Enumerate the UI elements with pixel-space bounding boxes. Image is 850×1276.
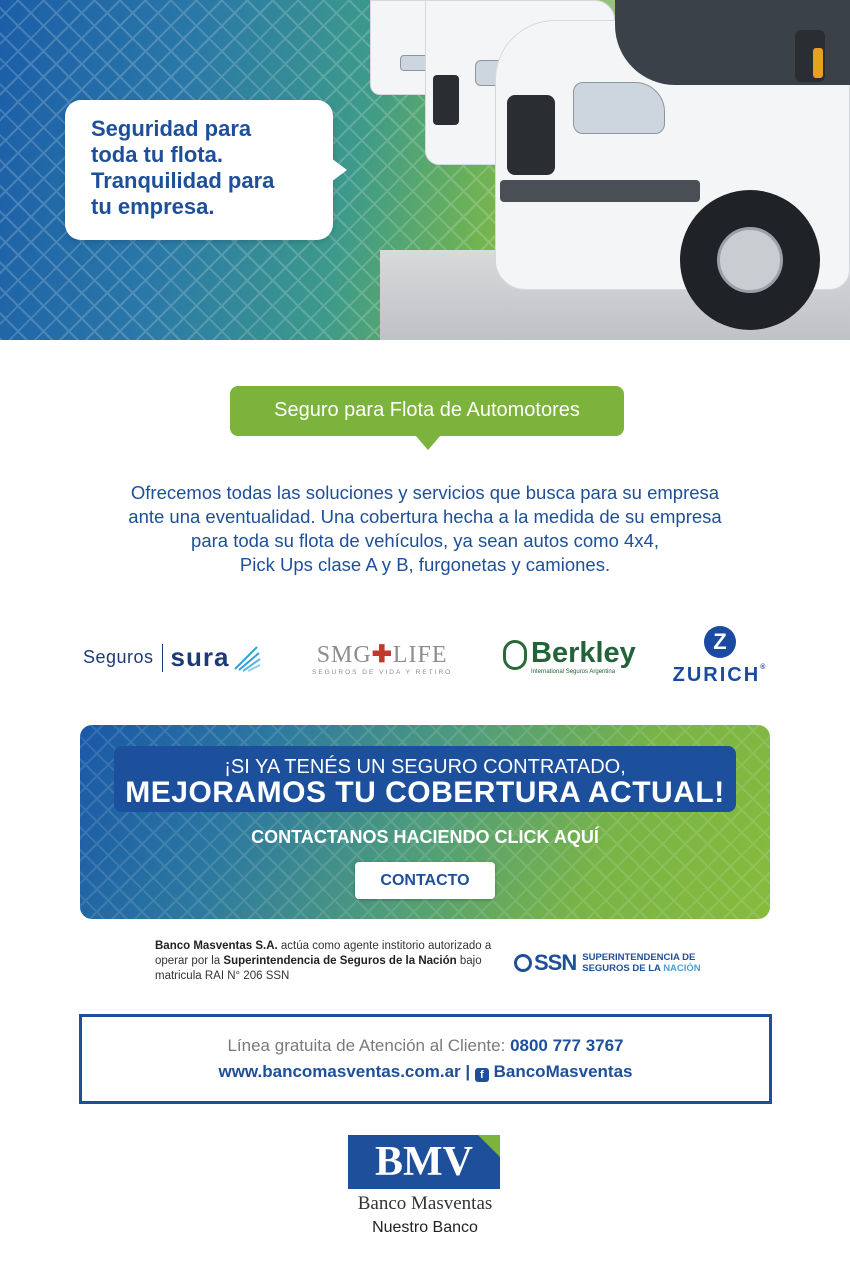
bmv-tagline: Nuestro Banco xyxy=(372,1219,478,1236)
hotline-phone[interactable]: 0800 777 3767 xyxy=(510,1036,624,1055)
zurich-registered: ® xyxy=(760,664,768,671)
hero-headline-line-2: toda tu flota. xyxy=(91,142,223,167)
legal-text-1: actúa como agente institorio autorizado a operar por la xyxy=(155,940,492,967)
legal-text-2: bajo matricula RAI N° 206 SSN xyxy=(155,955,482,982)
insurer-logos xyxy=(0,620,850,700)
facebook-icon: f xyxy=(475,1068,489,1082)
contact-box xyxy=(79,1014,772,1104)
ssn-line-1: SUPERINTENDENCIA DE xyxy=(582,952,696,963)
zurich-name: ZURICH xyxy=(672,664,761,686)
legal-notice xyxy=(155,939,500,984)
product-tag: Seguro para Flota de Automotores xyxy=(230,386,624,436)
sura-prefix: Seguros xyxy=(83,647,154,667)
sura-wing-icon xyxy=(231,643,261,673)
smg-name-left: SMG xyxy=(316,642,372,668)
legal-agency: Superintendencia de Seguros de la Nación xyxy=(223,955,457,967)
contact-button[interactable]: CONTACTO xyxy=(355,862,495,899)
zurich-logo xyxy=(672,626,768,687)
promo-line-2: MEJORAMOS TU COBERTURA ACTUAL! xyxy=(125,776,725,809)
website-link[interactable]: www.bancomasventas.com.ar xyxy=(218,1062,461,1081)
product-description xyxy=(60,481,790,577)
hero-headline-line-4: tu empresa. xyxy=(91,194,215,219)
bmv-brand xyxy=(348,1135,502,1237)
legal-company: Banco Masventas S.A. xyxy=(155,940,278,952)
sura-logo xyxy=(83,642,261,673)
hero-banner xyxy=(0,0,850,340)
berkley-subtitle: International Seguros Argentina xyxy=(531,669,616,675)
contact-separator: | xyxy=(460,1062,475,1081)
bmv-corner-icon xyxy=(478,1135,500,1157)
ssn-line-2a: SEGUROS DE LA xyxy=(582,963,664,974)
zurich-mark-icon: Z xyxy=(704,626,736,658)
smg-cross-icon: ✚ xyxy=(371,642,393,668)
promo-cta-text[interactable]: CONTACTANOS HACIENDO CLICK AQUÍ xyxy=(251,827,599,847)
promo-line-1: ¡SI YA TENÉS UN SEGURO CONTRATADO, xyxy=(224,756,626,778)
berkley-name: Berkley xyxy=(531,637,636,669)
bmv-logo xyxy=(348,1135,500,1189)
sura-separator xyxy=(162,644,163,672)
smg-name-right: LIFE xyxy=(392,642,448,668)
description-line-2: ante una eventualidad. Una cobertura hecha a la medida de su empresa xyxy=(128,506,722,527)
ssn-line-2b: NACIÓN xyxy=(663,963,701,974)
berkley-logo xyxy=(503,638,636,676)
description-line-4: Pick Ups clase A y B, furgonetas y camiones. xyxy=(239,554,611,575)
promo-headline xyxy=(114,746,736,812)
smg-subtitle: SEGUROS DE VIDA Y RETIRO xyxy=(312,669,453,676)
description-line-1: Ofrecemos todas las soluciones y servicios que busca para su empresa xyxy=(130,482,720,503)
facebook-link[interactable]: BancoMasventas xyxy=(493,1062,633,1081)
sura-name: sura xyxy=(170,642,230,672)
berkley-mark-icon xyxy=(503,640,527,670)
ssn-logo xyxy=(514,950,701,976)
bmv-name: Banco Masventas xyxy=(357,1193,493,1214)
hero-speech-bubble xyxy=(65,100,333,240)
bmv-logo-text: BMV xyxy=(375,1139,473,1185)
hotline-label: Línea gratuita de Atención al Cliente: xyxy=(227,1036,511,1055)
description-line-3: para toda su flota de vehículos, ya sean autos como 4x4, xyxy=(191,530,659,551)
ssn-mark: SSN xyxy=(534,950,577,975)
van-illustration-front xyxy=(495,0,850,330)
smg-life-logo xyxy=(312,640,452,676)
hero-headline-line-3: Tranquilidad para xyxy=(91,168,275,193)
ssn-ring-icon xyxy=(514,954,532,972)
hero-headline-line-1: Seguridad para xyxy=(91,116,252,141)
promo-banner[interactable] xyxy=(80,725,770,919)
